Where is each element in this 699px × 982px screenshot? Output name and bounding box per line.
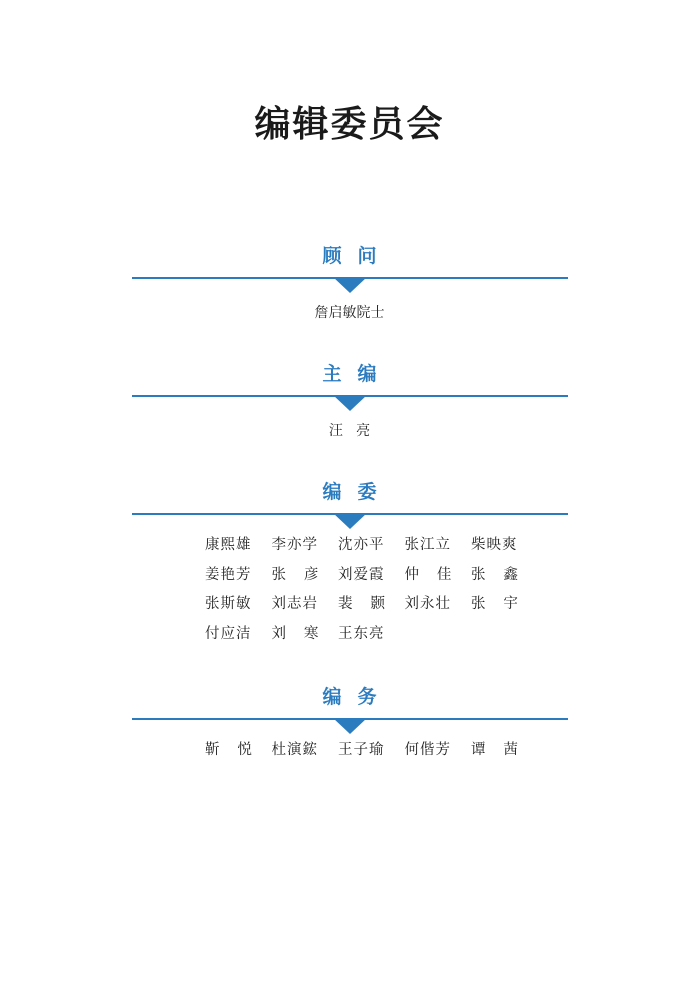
section-divider xyxy=(132,277,568,279)
board-member-name: 张 宇 xyxy=(471,596,519,612)
advisor-name: 詹启敏院士 xyxy=(314,305,385,321)
staff-member-name: 谭 茜 xyxy=(471,742,519,758)
staff-member-name: 杜演鋐 xyxy=(271,742,318,758)
section-editor-in-chief xyxy=(0,361,699,446)
board-member-name: 姜艳芳 xyxy=(205,566,252,583)
board-member-name: 刘爱霞 xyxy=(338,566,385,583)
editorial-staff-grid xyxy=(205,736,535,766)
section-heading-editorial-staff: 编务 xyxy=(322,686,393,708)
staff-member-name: 靳 悦 xyxy=(205,742,253,758)
section-editorial-board xyxy=(0,479,699,649)
board-member-name: 付应洁 xyxy=(205,625,252,642)
board-member-name: 李亦学 xyxy=(271,537,318,553)
section-divider xyxy=(132,395,568,397)
divider-arrow-icon xyxy=(333,395,367,411)
board-member-name: 沈亦平 xyxy=(338,537,385,553)
board-member-name: 刘永壮 xyxy=(404,596,451,612)
board-member-name: 康熙雄 xyxy=(205,537,252,553)
divider-arrow-icon xyxy=(333,277,367,293)
section-heading-editor-in-chief: 主编 xyxy=(322,363,393,385)
editor-in-chief-name: 汪 亮 xyxy=(328,423,371,439)
staff-member-name: 何偕芳 xyxy=(404,742,451,758)
staff-member-name: 王子瑜 xyxy=(338,742,385,758)
board-member-name: 柴映爽 xyxy=(471,537,518,553)
divider-arrow-icon xyxy=(333,513,367,529)
section-divider xyxy=(132,718,568,720)
section-divider xyxy=(132,513,568,515)
section-editorial-staff xyxy=(0,684,699,766)
section-heading-advisor: 顾问 xyxy=(322,245,393,267)
section-heading-editorial-board: 编委 xyxy=(322,481,393,503)
divider-arrow-icon xyxy=(333,718,367,734)
board-member-name: 张江立 xyxy=(404,537,451,553)
board-member-name: 张斯敏 xyxy=(205,596,252,612)
board-member-name: 王东亮 xyxy=(338,625,385,642)
page-title: 编辑委员会 xyxy=(254,104,445,145)
editorial-board-grid xyxy=(205,531,535,649)
board-member-name: 裴 颢 xyxy=(338,596,386,612)
board-member-name: 张 鑫 xyxy=(471,566,519,583)
board-member-name: 仲 佳 xyxy=(404,566,453,583)
board-member-name: 刘志岩 xyxy=(271,596,318,612)
board-member-name: 刘 寒 xyxy=(271,625,320,642)
board-member-name: 张 彦 xyxy=(271,566,320,583)
section-advisor xyxy=(0,243,699,328)
